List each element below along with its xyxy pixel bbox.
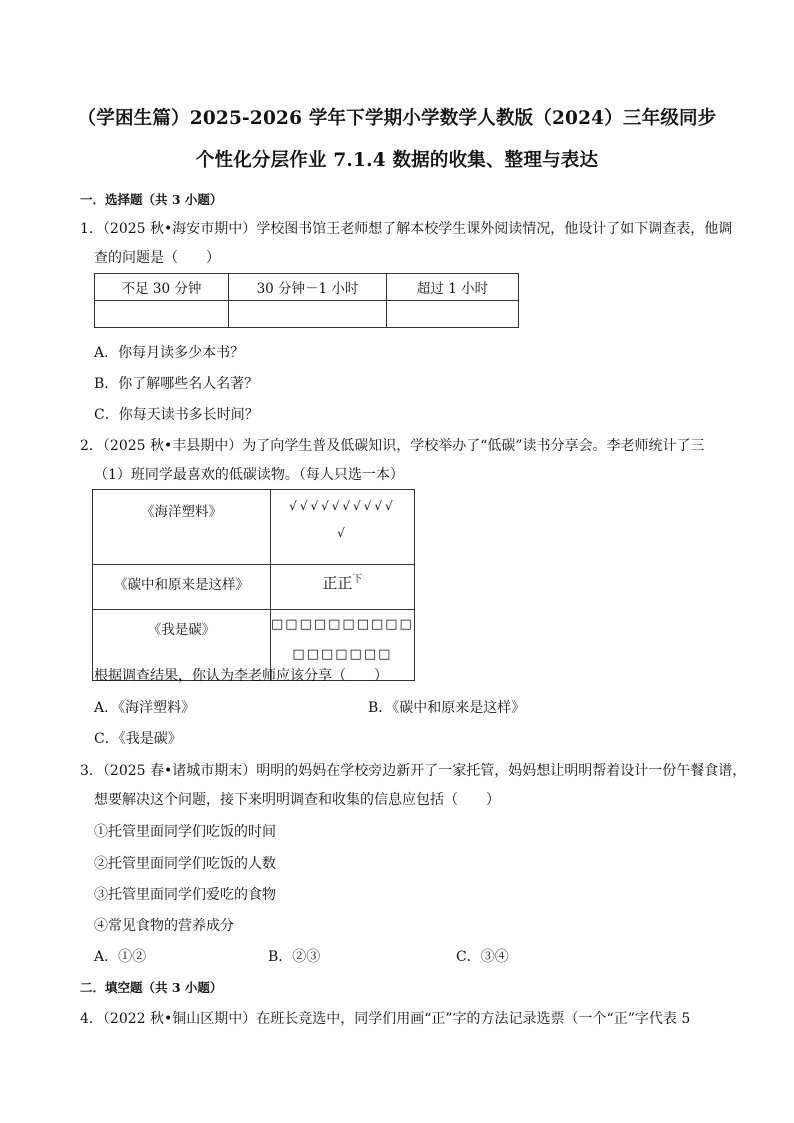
q3-item: ②托管里面同学们吃饭的人数 (94, 856, 276, 872)
document-title-line2: 个性化分层作业 7.1.4 数据的收集、整理与表达 (195, 150, 599, 171)
q2-check-marks: √ (337, 526, 348, 540)
q2-book-name: 《海洋塑料》 (93, 490, 271, 565)
q3-item: ④常见食物的营养成分 (94, 918, 234, 934)
q3-option-b: B．②③ (268, 949, 321, 965)
q2-tally-cell (271, 565, 415, 610)
section-heading-fill-blank: 二．填空题（共 3 小题） (80, 980, 223, 995)
q2-book-name: 《我是碳》 (93, 610, 271, 681)
q1-option-a: A．你每月读多少本书？ (94, 345, 245, 361)
q1-table-header: 不足 30 分钟 (95, 274, 229, 301)
q2-option-a: A．《海洋塑料》 (94, 700, 196, 716)
q1-text-line2: 查的问题是（ ） (94, 250, 220, 266)
q1-table-cell (229, 301, 387, 328)
q2-book-name: 《碳中和原来是这样》 (93, 565, 271, 610)
q1-table-cell (95, 301, 229, 328)
q2-tally-cell (271, 490, 415, 565)
q3-option-a: A．①② (94, 949, 147, 965)
q2-box-marks: □□□□□□□□□□ (271, 617, 414, 632)
q1-text-line1: 1．（2025 秋•海安市期中）学校图书馆王老师想了解本校学生课外阅读情况，他设计了如下调查表，他调 (80, 221, 733, 237)
q1-table-header: 30 分钟－1 小时 (229, 274, 387, 301)
q3-item: ①托管里面同学们吃饭的时间 (94, 824, 276, 840)
q1-option-c: C．你每天读书多长时间？ (94, 407, 259, 423)
q2-tally-table (92, 489, 415, 681)
q3-option-c: C．③④ (456, 949, 509, 965)
q3-text-line2: 想要解决这个问题，接下来明明调查和收集的信息应包括（ ） (94, 792, 500, 808)
q3-item: ③托管里面同学们爱吃的食物 (94, 887, 276, 903)
q2-text-line1: 2．（2025 秋•丰县期中）为了向学生普及低碳知识，学校举办了“低碳”读书分享会。李老师统计了三 (80, 438, 705, 454)
q1-survey-table (94, 273, 519, 328)
q2-zheng-marks: 正正 (322, 574, 353, 592)
q3-text-line1: 3．（2025 春•诸城市期末）明明的妈妈在学校旁边新开了一家托管，妈妈想让明明帮着设计一份午餐食谱， (80, 763, 747, 779)
q2-zheng-tally (271, 565, 414, 598)
q1-table-header: 超过 1 小时 (387, 274, 519, 301)
q2-question: 根据调查结果，你认为李老师应该分享（ ） (94, 668, 388, 684)
section-heading-choice: 一．选择题（共 3 小题） (80, 192, 223, 207)
q4-text-line1: 4．（2022 秋•铜山区期中）在班长竞选中，同学们用画“正”字的方法记录选票（一个“正”字代表 5 (80, 1011, 691, 1027)
q2-option-b: B．《碳中和原来是这样》 (368, 700, 526, 716)
q2-check-marks: √√√√√√√√√√ (289, 499, 396, 513)
document-title-line1: （学困生篇）2025-2026 学年下学期小学数学人教版（2024）三年级同步 (77, 108, 717, 129)
q2-zheng-partial: 下 (352, 574, 363, 585)
q2-option-c: C．《我是碳》 (94, 731, 182, 747)
q1-table-cell (387, 301, 519, 328)
q2-text-line2: （1）班同学最喜欢的低碳读物。（每人只选一本） (94, 467, 404, 483)
q1-option-b: B．你了解哪些名人名著？ (94, 376, 259, 392)
q2-box-marks: □□□□□□□ (292, 647, 393, 662)
